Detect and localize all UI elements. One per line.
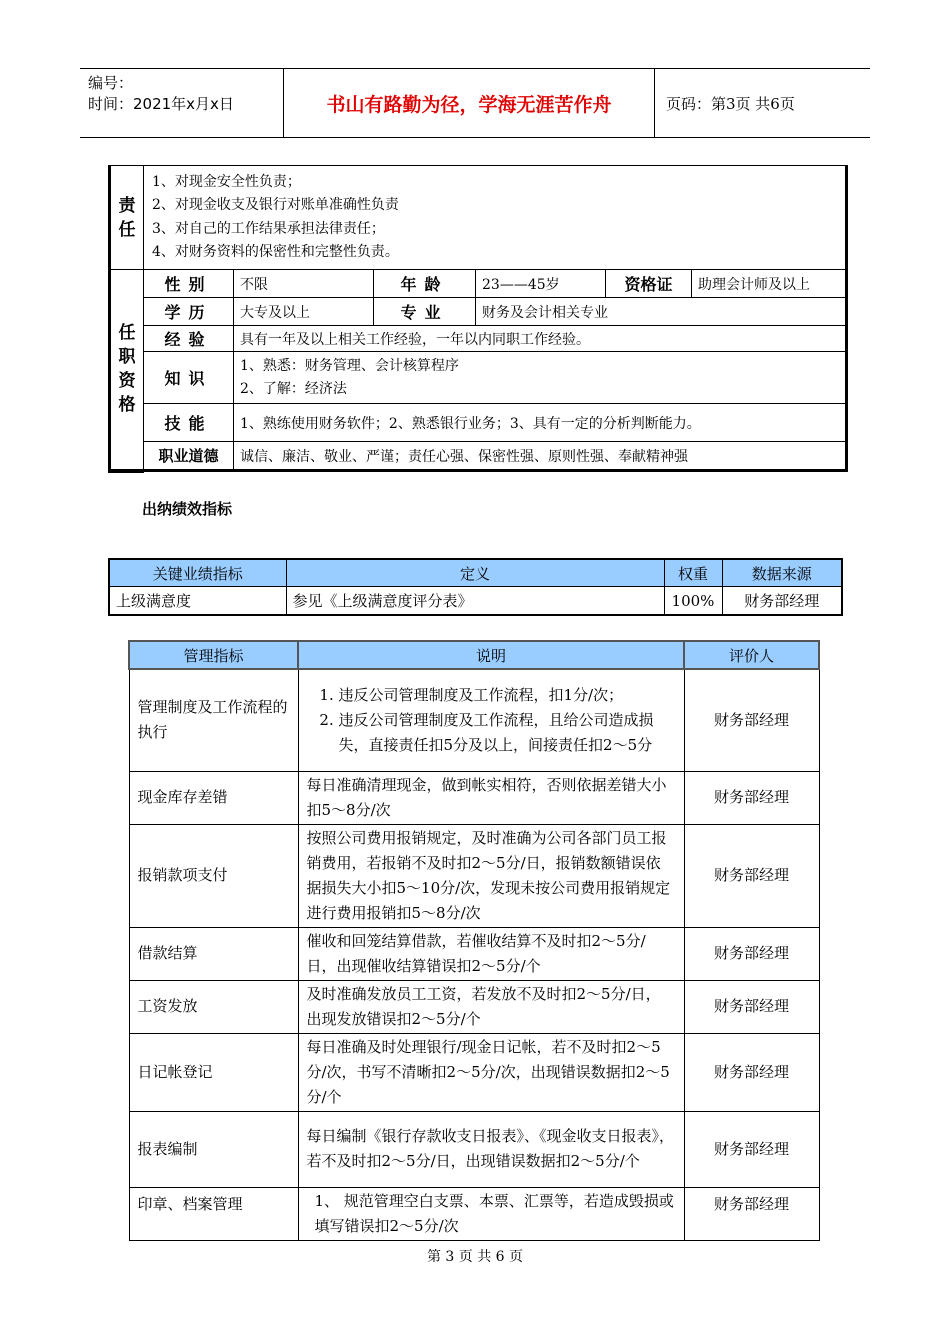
kpi-source: 财务部经理 xyxy=(722,587,842,616)
table-row xyxy=(129,1111,819,1187)
page-footer: 第 3 页 共 6 页 xyxy=(426,1249,524,1265)
indicator-desc: 催收和回笼结算借款，若催收结算不及时扣2～5分/日，出现催收结算错误扣2～5分/个 xyxy=(298,927,684,980)
evaluator: 财务部经理 xyxy=(684,1111,819,1187)
evaluator: 财务部经理 xyxy=(684,1033,819,1111)
table-row xyxy=(129,927,819,980)
age-label: 年龄 xyxy=(374,270,476,298)
section-title: 出纳绩效指标 xyxy=(142,500,233,518)
kpi-name: 上级满意度 xyxy=(109,587,286,616)
kpi-header: 权重 xyxy=(664,559,722,587)
cert-value: 助理会计师及以上 xyxy=(692,270,847,298)
kpi-header: 定义 xyxy=(286,559,664,587)
page-info: 页码：第3页 共6页 xyxy=(666,94,795,113)
duty-item: 1、对现金安全性负责； xyxy=(152,173,301,190)
table-row xyxy=(129,1187,819,1240)
mgmt-header: 评价人 xyxy=(684,641,819,669)
page-header xyxy=(80,68,870,138)
kpi-header: 数据来源 xyxy=(722,559,842,587)
evaluator: 财务部经理 xyxy=(684,824,819,927)
indicator-desc xyxy=(298,669,684,771)
list-item: 2. 违反公司管理制度及工作流程，且给公司造成损失，直接责任扣5分及以上，间接责任扣2～5分 xyxy=(339,708,676,758)
duty-item: 2、对现金收支及银行对账单准确性负责 xyxy=(152,197,399,213)
evaluator: 财务部经理 xyxy=(684,669,819,771)
age-value: 23——45岁 xyxy=(476,270,606,298)
major-label: 专业 xyxy=(374,298,476,326)
gender-value: 不限 xyxy=(234,270,374,298)
job-requirements-table xyxy=(108,165,848,473)
header-meta xyxy=(80,69,284,137)
duty-item: 3、对自己的工作结果承担法律责任； xyxy=(152,220,385,237)
indicator-desc: 1、 规范管理空白支票、本票、汇票等，若造成毁损或填写错误扣2～5分/次 xyxy=(298,1187,684,1240)
indicator-desc: 按照公司费用报销规定，及时准确为公司各部门员工报销费用，若报销不及时扣2～5分/日，报销数额错误依据损失大小扣5～10分/次，发现未按公司费用报销规定进行费用报销扣5～8分/次 xyxy=(298,824,684,927)
kpi-header: 关键业绩指标 xyxy=(109,559,286,587)
kpi-weight: 100% xyxy=(664,587,722,616)
indicator-name: 借款结算 xyxy=(129,927,298,980)
education-value: 大专及以上 xyxy=(234,298,374,326)
table-row xyxy=(129,771,819,824)
duties-list xyxy=(144,166,847,270)
table-row xyxy=(129,824,819,927)
table-row xyxy=(129,1033,819,1111)
major-value: 财务及会计相关专业 xyxy=(476,298,847,326)
mgmt-header: 管理指标 xyxy=(129,641,298,669)
table-row xyxy=(109,587,842,616)
kpi-table xyxy=(108,558,843,616)
skills-label: 技能 xyxy=(144,404,234,442)
ethics-label: 职业道德 xyxy=(144,442,234,471)
list-item: 1. 违反公司管理制度及工作流程，扣1分/次； xyxy=(339,683,676,708)
experience-value: 具有一年及以上相关工作经验，一年以内同职工作经验。 xyxy=(234,326,847,352)
kpi-definition: 参见《上级满意度评分表》 xyxy=(286,587,664,616)
skills-value: 1、熟练使用财务软件；2、熟悉银行业务；3、具有一定的分析判断能力。 xyxy=(234,404,847,442)
indicator-name: 管理制度及工作流程的执行 xyxy=(129,669,298,771)
number-label: 编号： xyxy=(88,74,134,92)
evaluator: 财务部经理 xyxy=(684,1187,819,1240)
indicator-name: 报表编制 xyxy=(129,1111,298,1187)
motto: 书山有路勤为径，学海无涯苦作舟 xyxy=(284,69,655,137)
indicator-desc: 每日准确及时处理银行/现金日记帐，若不及时扣2～5分/次，书写不清晰扣2～5分/次，出现错误数据扣2～5分/个 xyxy=(298,1033,684,1111)
indicator-name: 日记帐登记 xyxy=(129,1033,298,1111)
evaluator: 财务部经理 xyxy=(684,771,819,824)
indicator-name: 报销款项支付 xyxy=(129,824,298,927)
ethics-value: 诚信、廉洁、敬业、严谨；责任心强、保密性强、原则性强、奉献精神强 xyxy=(234,442,847,471)
duty-item: 4、对财务资料的保密性和完整性负责。 xyxy=(152,244,399,260)
knowledge-value xyxy=(234,352,847,404)
gender-label: 性别 xyxy=(144,270,234,298)
mgmt-header: 说明 xyxy=(298,641,684,669)
indicator-name: 印章、档案管理 xyxy=(129,1187,298,1240)
education-label: 学历 xyxy=(144,298,234,326)
cert-label: 资格证 xyxy=(606,270,692,298)
knowledge-line: 1、熟悉：财务管理、会计核算程序 xyxy=(240,357,459,374)
knowledge-label: 知识 xyxy=(144,352,234,404)
table-row xyxy=(129,980,819,1033)
indicator-desc: 每日准确清理现金，做到帐实相符，否则依据差错大小扣5～8分/次 xyxy=(298,771,684,824)
knowledge-line: 2、了解：经济法 xyxy=(240,380,347,397)
indicator-desc: 及时准确发放员工工资，若发放不及时扣2～5分/日，出现发放错误扣2～5分/个 xyxy=(298,980,684,1033)
indicator-desc: 每日编制《银行存款收支日报表》、《现金收支日报表》，若不及时扣2～5分/日，出现错误数据扣2～5分/个 xyxy=(298,1111,684,1187)
indicator-name: 工资发放 xyxy=(129,980,298,1033)
management-indicators-table xyxy=(128,640,820,1241)
experience-label: 经验 xyxy=(144,326,234,352)
indicator-name: 现金库存差错 xyxy=(129,771,298,824)
qualifications-label: 任职资格 xyxy=(110,270,144,471)
evaluator: 财务部经理 xyxy=(684,980,819,1033)
table-row xyxy=(129,669,819,771)
evaluator: 财务部经理 xyxy=(684,927,819,980)
time-label: 时间：2021年x月x日 xyxy=(88,95,234,113)
duties-label: 责任 xyxy=(110,166,144,270)
